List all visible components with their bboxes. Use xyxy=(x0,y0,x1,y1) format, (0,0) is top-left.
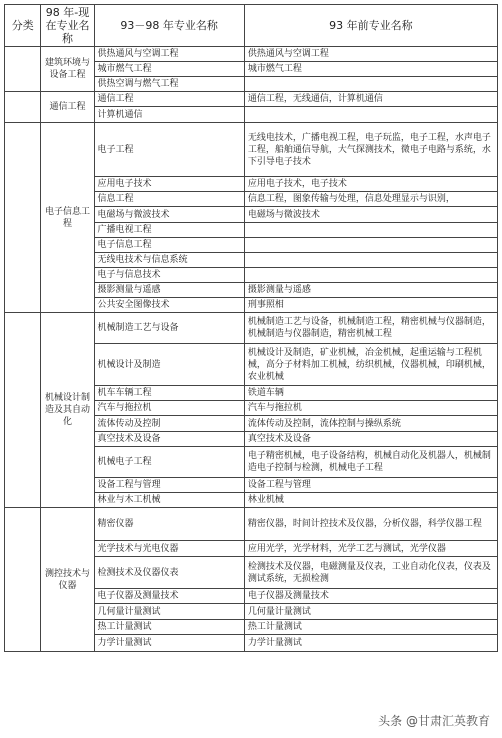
major-93-98-cell: 广播电视工程 xyxy=(94,223,244,238)
current-major-cell: 机械设计制造及其自动化 xyxy=(41,313,94,508)
major-93-98-cell: 设备工程与管理 xyxy=(94,478,244,493)
table-header-row xyxy=(5,5,498,47)
major-before-93-cell: 通信工程，无线通信，计算机通信 xyxy=(244,92,497,107)
category-cell xyxy=(5,313,41,508)
major-93-98-cell: 计算机通信 xyxy=(94,107,244,123)
major-before-93-cell: 热工计量测试 xyxy=(244,620,497,635)
table-row xyxy=(5,92,498,107)
category-cell xyxy=(5,92,41,123)
major-93-98-cell: 检测技术及仪器仪表 xyxy=(94,557,244,589)
current-major-cell: 电子信息工程 xyxy=(41,123,94,313)
major-93-98-cell: 信息工程 xyxy=(94,192,244,207)
major-93-98-cell: 光学技术与光电仪器 xyxy=(94,541,244,557)
category-cell xyxy=(5,123,41,313)
major-93-98-cell: 真空技术及设备 xyxy=(94,432,244,447)
major-93-98-cell: 林业与木工机械 xyxy=(94,493,244,508)
header-category: 分类 xyxy=(5,5,41,47)
category-cell xyxy=(5,508,41,652)
major-before-93-cell: 流体传动及控制，流体控制与操纵系统 xyxy=(244,416,497,432)
major-comparison-table xyxy=(4,4,498,652)
major-before-93-cell: 精密仪器，时间计控技术及仪器，分析仪器，科学仪器工程 xyxy=(244,508,497,541)
major-before-93-cell xyxy=(244,77,497,92)
major-before-93-cell: 电子精密机械，电子设备结构，机械自动化及机器人，机械制造电子控制与检测，机械电子工程 xyxy=(244,447,497,478)
major-before-93-cell: 电子仪器及测量技术 xyxy=(244,589,497,604)
major-before-93-cell: 应用电子技术，电子技术 xyxy=(244,177,497,192)
major-before-93-cell: 汽车与拖拉机 xyxy=(244,401,497,416)
watermark: 头条 @甘肃汇英教育 xyxy=(374,711,494,730)
major-before-93-cell: 应用光学，光学材料，光学工艺与测试，光学仪器 xyxy=(244,541,497,557)
major-before-93-cell: 刑事照相 xyxy=(244,298,497,313)
major-93-98-cell: 供热空调与燃气工程 xyxy=(94,77,244,92)
major-before-93-cell xyxy=(244,238,497,253)
major-before-93-cell: 机械设计及制造，矿业机械，冶金机械，起重运输与工程机械，高分子材料加工机械，纺织机械，仪器机械，印刷机械，农业机械 xyxy=(244,344,497,386)
current-major-cell: 建筑环境与设备工程 xyxy=(41,47,94,92)
major-before-93-cell xyxy=(244,253,497,268)
major-93-98-cell: 电子仪器及测量技术 xyxy=(94,589,244,604)
major-before-93-cell: 摄影测量与遥感 xyxy=(244,283,497,298)
major-93-98-cell: 精密仪器 xyxy=(94,508,244,541)
major-before-93-cell: 真空技术及设备 xyxy=(244,432,497,447)
major-93-98-cell: 供热通风与空调工程 xyxy=(94,47,244,62)
table-row xyxy=(5,47,498,62)
major-93-98-cell: 机械设计及制造 xyxy=(94,344,244,386)
major-before-93-cell: 电磁场与微波技术 xyxy=(244,207,497,223)
major-before-93-cell: 城市燃气工程 xyxy=(244,62,497,77)
current-major-cell: 通信工程 xyxy=(41,92,94,123)
table-body xyxy=(5,47,498,652)
major-93-98-cell: 摄影测量与遥感 xyxy=(94,283,244,298)
category-cell xyxy=(5,47,41,92)
header-current-major: 98 年-现在专业名称 xyxy=(41,5,94,47)
major-before-93-cell: 力学计量测试 xyxy=(244,635,497,652)
table-row xyxy=(5,313,498,344)
major-93-98-cell: 流体传动及控制 xyxy=(94,416,244,432)
major-before-93-cell: 供热通风与空调工程 xyxy=(244,47,497,62)
header-major-93-98: 93－98 年专业名称 xyxy=(94,5,244,47)
major-93-98-cell: 电磁场与微波技术 xyxy=(94,207,244,223)
major-93-98-cell: 汽车与拖拉机 xyxy=(94,401,244,416)
major-before-93-cell: 检测技术及仪器，电磁测量及仪表，工业自动化仪表，仪表及测试系统，无损检测 xyxy=(244,557,497,589)
table-row xyxy=(5,508,498,541)
major-93-98-cell: 机械制造工艺与设备 xyxy=(94,313,244,344)
major-93-98-cell: 热工计量测试 xyxy=(94,620,244,635)
table-row xyxy=(5,123,498,177)
major-before-93-cell: 林业机械 xyxy=(244,493,497,508)
major-before-93-cell xyxy=(244,268,497,283)
major-93-98-cell: 几何量计量测试 xyxy=(94,604,244,620)
major-before-93-cell: 机械制造工艺与设备，机械制造工程，精密机械与仪器制造，机械制造与仪器制造，精密机械工程 xyxy=(244,313,497,344)
major-before-93-cell: 无线电技术，广播电视工程，电子玩监，电子工程，水声电子工程，船舶通信导航，大气探测技术，微电子电路与系统，水下引导电子技术 xyxy=(244,123,497,177)
header-major-before-93: 93 年前专业名称 xyxy=(244,5,497,47)
major-93-98-cell: 电子工程 xyxy=(94,123,244,177)
major-93-98-cell: 应用电子技术 xyxy=(94,177,244,192)
major-before-93-cell xyxy=(244,107,497,123)
major-93-98-cell: 通信工程 xyxy=(94,92,244,107)
major-93-98-cell: 机车车辆工程 xyxy=(94,386,244,401)
major-93-98-cell: 无线电技术与信息系统 xyxy=(94,253,244,268)
major-93-98-cell: 公共安全图像技术 xyxy=(94,298,244,313)
major-before-93-cell: 铁道车辆 xyxy=(244,386,497,401)
major-93-98-cell: 力学计量测试 xyxy=(94,635,244,652)
major-before-93-cell: 几何量计量测试 xyxy=(244,604,497,620)
major-93-98-cell: 电子信息工程 xyxy=(94,238,244,253)
major-before-93-cell: 信息工程，图象传输与处理，信息处理显示与识别， xyxy=(244,192,497,207)
major-93-98-cell: 城市燃气工程 xyxy=(94,62,244,77)
major-before-93-cell xyxy=(244,223,497,238)
major-before-93-cell: 设备工程与管理 xyxy=(244,478,497,493)
major-93-98-cell: 机械电子工程 xyxy=(94,447,244,478)
major-93-98-cell: 电子与信息技术 xyxy=(94,268,244,283)
current-major-cell: 测控技术与仪器 xyxy=(41,508,94,652)
